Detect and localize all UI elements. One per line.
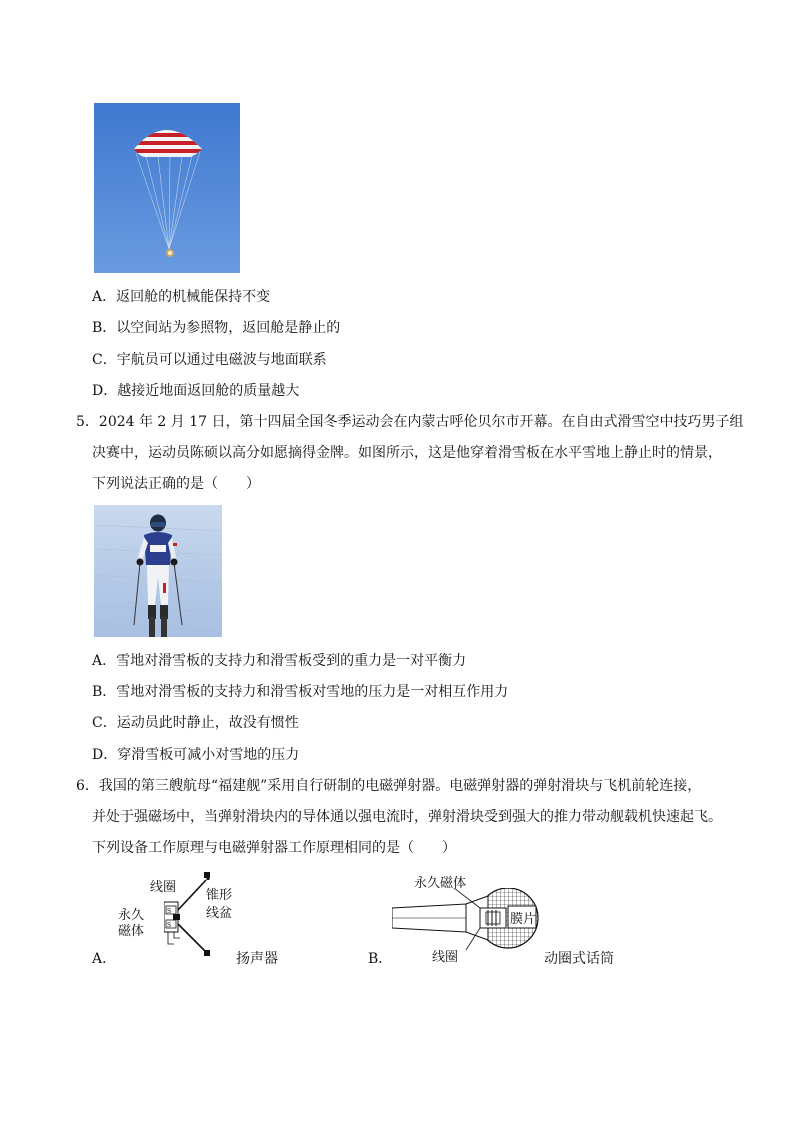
q5-option-a: A．雪地对滑雪板的支持力和滑雪板受到的重力是一对平衡力	[92, 653, 467, 669]
q5-option-d: D．穿滑雪板可减小对雪地的压力	[92, 747, 300, 763]
mic-label-magnet: 永久磁体	[414, 876, 467, 891]
option-b-letter: B．	[368, 951, 393, 967]
q4-option-d: D．越接近地面返回舱的质量越大	[92, 383, 300, 399]
q6-option-b	[368, 872, 628, 968]
speaker-label-magnet-2: 磁体	[118, 924, 145, 939]
q5-stem-line-1: 5．2024 年 2 月 17 日，第十四届全国冬季运动会在内蒙古呼伦贝尔市开幕。在自由式滑雪空中技巧男子组	[76, 414, 744, 430]
q6-option-a	[92, 872, 292, 968]
q4-option-b: B．以空间站为参照物，返回舱是静止的	[92, 320, 341, 336]
q5-stem-line-2: 决赛中，运动员陈硕以高分如愿摘得金牌。如图所示，这是他穿着滑雪板在水平雪地上静止时的情景，	[92, 445, 722, 461]
skier-photo	[94, 505, 222, 637]
option-b-caption: 动圈式话筒	[544, 951, 614, 967]
q6-stem-line-3: 下列设备工作原理与电磁弹射器工作原理相同的是（ ）	[92, 840, 456, 856]
speaker-label-coil: 线圈	[150, 880, 177, 895]
q6-stem-line-1: 6．我国的第三艘航母“福建舰”采用自行研制的电磁弹射器。电磁弹射器的弹射滑块与飞机前轮连接，	[76, 778, 702, 794]
mic-label-film: 膜片	[510, 912, 537, 927]
q5-option-c: C．运动员此时静止，故没有惯性	[92, 715, 299, 731]
speaker-label-cone-1: 锥形	[206, 888, 233, 903]
speaker-label-cone-2: 线盆	[206, 906, 233, 921]
option-a-caption: 扬声器	[236, 951, 278, 967]
svg-text:S: S	[167, 922, 172, 929]
svg-text:S: S	[167, 908, 172, 915]
speaker-label-magnet-1: 永久	[118, 908, 145, 923]
q6-stem-line-2: 并处于强磁场中，当弹射滑块内的导体通以强电流时，弹射滑块受到强大的推力带动舰载机快速起飞。	[92, 809, 722, 825]
q4-option-a: A．返回舱的机械能保持不变	[92, 289, 271, 305]
q5-stem-line-3: 下列说法正确的是（ ）	[92, 476, 260, 492]
mic-label-coil: 线圈	[432, 950, 459, 965]
option-a-letter: A．	[92, 951, 117, 967]
q5-option-b: B．雪地对滑雪板的支持力和滑雪板对雪地的压力是一对相互作用力	[92, 684, 509, 700]
parachute-photo	[94, 103, 240, 273]
q4-option-c: C．宇航员可以通过电磁波与地面联系	[92, 352, 327, 368]
